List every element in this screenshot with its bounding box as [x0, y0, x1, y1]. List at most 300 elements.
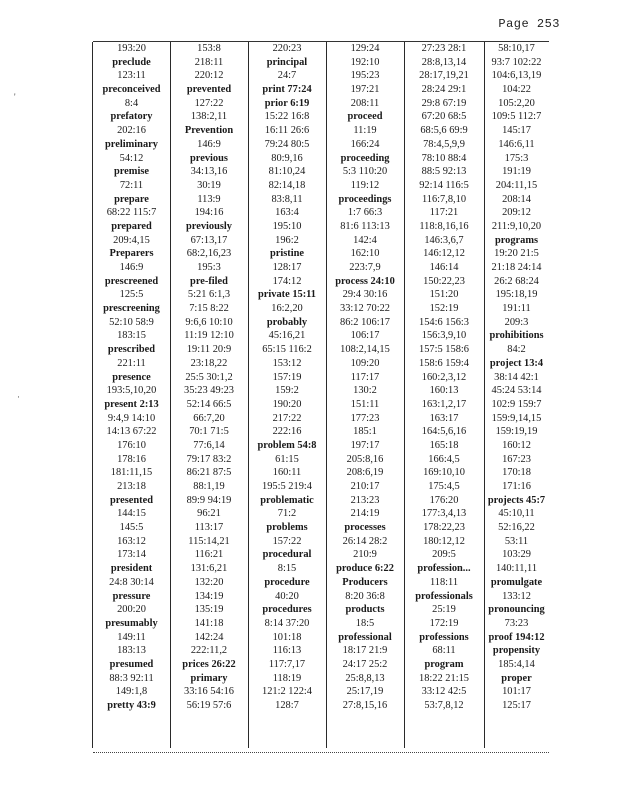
index-term: premise [113, 166, 149, 178]
page-line-reference: 45:24 53:14 [491, 385, 542, 397]
page-line-reference: 5:3 110:20 [342, 166, 388, 178]
page-line-reference: 35:23 49:23 [184, 385, 234, 397]
page-line-reference: 204:11,15 [495, 179, 538, 191]
page-line-reference: 163:1,2,17 [421, 398, 467, 410]
index-term: preclude [112, 56, 151, 68]
index-term: prior 6:19 [264, 97, 310, 109]
page-line-reference: 52:14 66:5 [186, 398, 232, 410]
page-line-reference: 28:8,13,14 [421, 56, 467, 68]
page-line-reference: 78:4,5,9,9 [423, 138, 465, 150]
page-line-reference: 130:2 [353, 385, 377, 397]
page-line-reference: 163:4 [275, 207, 299, 219]
page-line-reference: 131:6,21 [190, 563, 228, 575]
page-line-reference: 123:11 [117, 70, 146, 82]
page-line-reference: 146:6,11 [498, 138, 535, 150]
page-line-reference: 79:17 83:2 [186, 453, 232, 465]
page-line-reference: 88:1,19 [193, 481, 225, 492]
page-line-reference: 158:6 159:4 [419, 357, 469, 369]
index-term: pretty 43:9 [107, 700, 156, 711]
index-term: presence [112, 371, 151, 383]
page-line-reference: 86:2 106:17 [340, 316, 390, 328]
page-line-reference: 116:13 [272, 645, 302, 657]
index-column-6 [484, 42, 549, 748]
page-line-reference: 68:5,6 69:9 [420, 125, 468, 137]
page-line-reference: 135:19 [194, 604, 224, 616]
page-line-reference: 159:2 [275, 385, 299, 397]
page-line-reference: 38:14 42:1 [494, 371, 539, 383]
index-term: presumably [105, 617, 158, 629]
page-line-reference: 133:12 [502, 590, 531, 602]
page-line-reference: 109:20 [350, 357, 380, 369]
page-line-reference: 154:6 156:3 [419, 316, 469, 328]
page-line-reference: 166:4,5 [428, 453, 460, 465]
page-line-reference: 195:18,19 [495, 289, 538, 301]
index-term: Producers [342, 576, 388, 588]
page-line-reference: 88:5 92:13 [421, 166, 467, 178]
column-divider-line [326, 42, 327, 748]
page-line-reference: 54:12 [119, 152, 144, 164]
page-line-reference: 200:20 [117, 604, 146, 616]
page-line-reference: 185:1 [353, 426, 377, 438]
page-line-reference: 140:11,11 [495, 563, 538, 575]
index-term: prescreening [103, 303, 160, 315]
page-line-reference: 24:17 25:2 [342, 658, 388, 670]
page-line-reference: 118:8,16,16 [419, 220, 469, 232]
index-term: project 13:4 [489, 357, 544, 369]
index-column-1 [93, 42, 170, 748]
page-line-reference: 159:9,14,15 [491, 412, 542, 424]
page-line-reference: 125:5 [119, 289, 144, 301]
page-line-reference: 118:11 [429, 576, 459, 588]
page-line-reference: 180:12,12 [423, 535, 465, 547]
page-line-reference: 15:22 16:8 [264, 111, 310, 123]
column-divider-line [170, 42, 171, 748]
page-line-reference: 157:5 158:6 [419, 344, 469, 356]
page-line-reference: 9:6,6 10:10 [185, 316, 233, 328]
page-line-reference: 183:15 [117, 330, 146, 342]
index-term: problem 54:8 [257, 439, 317, 451]
index-term: procedure [264, 576, 310, 588]
page-line-reference: 28:17,19,21 [419, 70, 469, 82]
index-term: propensity [492, 645, 541, 657]
index-term: produce 6:22 [336, 563, 394, 575]
index-term: pre-filed [190, 275, 228, 287]
index-column-3 [248, 42, 326, 748]
index-term: proceeding [340, 152, 390, 164]
page-line-reference: 195:10 [272, 220, 302, 232]
page-line-reference: 129:24 [350, 43, 380, 54]
page-line-reference: 34:13,16 [190, 166, 228, 178]
page-line-reference: 81:10,24 [268, 166, 306, 178]
page-line-reference: 80:9,16 [271, 152, 303, 164]
page-line-reference: 177:3,4,13 [421, 508, 467, 520]
page-line-reference: 159:19,19 [495, 426, 538, 438]
page-line-reference: 146:12,12 [423, 248, 465, 260]
margin-tick-mark: ' [14, 92, 16, 102]
page-line-reference: 209:4,15 [113, 234, 150, 246]
page-line-reference: 222:16 [272, 426, 302, 438]
page-line-reference: 205:8,16 [346, 453, 384, 465]
page-line-reference: 146:14 [429, 262, 459, 273]
page-line-reference: 195:23 [350, 70, 380, 82]
page-line-reference: 21:18 24:14 [491, 262, 542, 273]
page-line-reference: 210:17 [350, 481, 380, 492]
page-line-reference: 222:11,2 [190, 645, 228, 657]
page-line-reference: 125:17 [502, 700, 531, 711]
index-term: previous [190, 152, 228, 164]
page-line-reference: 18:22 21:15 [419, 672, 469, 684]
index-term: procedural [262, 549, 312, 561]
page-number-label: Page 253 [498, 17, 560, 31]
page-line-reference: 23:18,22 [190, 357, 228, 369]
index-term: prescribed [107, 344, 156, 356]
page-line-reference: 146:9 [119, 262, 144, 273]
page-line-reference: 145:17 [502, 125, 531, 137]
page-line-reference: 18:5 [355, 617, 375, 629]
page-line-reference: 40:20 [275, 590, 299, 602]
index-term: prohibitions [489, 330, 544, 342]
index-term: pronouncing [488, 604, 545, 616]
page-line-reference: 151:20 [429, 289, 459, 301]
page-line-reference: 174:12 [272, 275, 302, 287]
index-term: program [424, 658, 464, 670]
index-term: probably [266, 316, 308, 328]
page-line-reference: 9:4,9 14:10 [107, 412, 156, 424]
page-line-reference: 1:7 66:3 [347, 207, 383, 219]
page-line-reference: 119:12 [350, 179, 380, 191]
page-line-reference: 16:11 26:6 [264, 125, 310, 137]
page-line-reference: 175:4,5 [428, 481, 460, 492]
page-line-reference: 213:23 [350, 494, 380, 506]
index-term: problems [266, 522, 308, 534]
page-line-reference: 220:23 [272, 43, 302, 54]
index-term: prescreened [104, 275, 159, 287]
page-line-reference: 79:24 80:5 [264, 138, 310, 150]
page-line-reference: 116:21 [194, 549, 224, 561]
page-line-reference: 192:10 [350, 56, 380, 68]
page-line-reference: 134:19 [194, 590, 224, 602]
margin-tick-mark: · [17, 392, 20, 402]
page-line-reference: 18:17 21:9 [342, 645, 388, 657]
index-term: professional [338, 631, 392, 643]
page-line-reference: 193:5,10,20 [106, 385, 157, 397]
page-line-reference: 29:8 67:19 [421, 97, 467, 109]
page-line-reference: 19:11 20:9 [186, 344, 232, 356]
index-term: prepared [111, 220, 152, 232]
page-line-reference: 83:8,11 [271, 193, 303, 205]
page-line-reference: 116:7,8,10 [421, 193, 467, 205]
page-line-reference: 104:6,13,19 [491, 70, 542, 82]
page-line-reference: 170:18 [502, 467, 531, 479]
page-line-reference: 138:2,11 [190, 111, 228, 123]
page-line-reference: 195:5 219:4 [262, 481, 312, 492]
index-term: profession... [417, 563, 471, 575]
page-line-reference: 157:19 [272, 371, 302, 383]
index-term: preliminary [105, 138, 158, 150]
index-term: promulgate [490, 576, 543, 588]
page-line-reference: 16:2,20 [271, 303, 303, 315]
page-line-reference: 81:6 113:13 [340, 220, 390, 232]
page-line-reference: 52:16,22 [498, 522, 535, 534]
page-line-reference: 173:14 [117, 549, 146, 561]
page-line-reference: 146:9 [197, 138, 221, 150]
page-line-reference: 160:11 [272, 467, 302, 479]
page-line-reference: 58:10,17 [498, 43, 535, 54]
page-line-reference: 166:24 [350, 138, 380, 150]
page-line-reference: 67:13,17 [190, 234, 228, 246]
page-line-reference: 72:11 [119, 179, 144, 191]
page-line-reference: 28:24 29:1 [421, 84, 467, 96]
page-line-reference: 26:14 28:2 [342, 535, 388, 547]
index-term: procedures [262, 604, 312, 616]
page-line-reference: 66:7,20 [193, 412, 225, 424]
index-term: prepare [114, 193, 149, 205]
page-line-reference: 24:7 [277, 70, 297, 82]
page-line-reference: 172:19 [429, 617, 459, 629]
page-line-reference: 208:6,19 [346, 467, 384, 479]
page-line-reference: 33:12 70:22 [340, 303, 390, 315]
page-line-reference: 96:21 [197, 508, 221, 520]
page-line-reference: 141:18 [194, 617, 224, 629]
page-line-reference: 24:8 30:14 [109, 576, 154, 588]
page-line-reference: 25:5 30:1,2 [185, 371, 233, 383]
page-line-reference: 142:24 [194, 631, 224, 643]
index-term: preconceived [102, 84, 161, 96]
page-line-reference: 157:22 [272, 535, 302, 547]
page-line-reference: 82:14,18 [268, 179, 306, 191]
page-line-reference: 191:19 [502, 166, 531, 178]
page-line-reference: 19:20 21:5 [494, 248, 539, 260]
page-line-reference: 33:12 42:5 [421, 686, 467, 698]
page-line-reference: 194:16 [194, 207, 224, 219]
page-line-reference: 210:9 [353, 549, 377, 561]
page-line-reference: 156:3,9,10 [421, 330, 467, 342]
page-line-reference: 171:16 [502, 481, 531, 492]
index-term: pressure [112, 590, 151, 602]
page-line-reference: 113:17 [194, 522, 224, 534]
index-term: proof 194:12 [488, 631, 545, 643]
index-term: president [110, 563, 153, 575]
index-term: previously [186, 220, 232, 232]
page-line-reference: 11:19 12:10 [184, 330, 234, 342]
page-line-reference: 8:20 36:8 [345, 590, 385, 602]
page-line-reference: 117:7,17 [268, 658, 306, 670]
page-line-reference: 223:7,9 [349, 262, 381, 273]
page-line-reference: 71:2 [277, 508, 297, 520]
page-line-reference: 115:14,21 [188, 535, 230, 547]
page-line-reference: 176:10 [117, 439, 146, 451]
page-line-reference: 86:21 87:5 [186, 467, 232, 479]
page-line-reference: 5:21 6:1,3 [187, 289, 231, 301]
index-term: print 77:24 [262, 84, 312, 96]
index-term: presumed [109, 658, 154, 670]
page-line-reference: 208:14 [502, 193, 531, 205]
page-line-reference: 196:2 [275, 234, 299, 246]
page-line-reference: 145:5 [119, 522, 144, 534]
column-divider-line [248, 42, 249, 748]
index-column-4 [326, 42, 404, 748]
page-line-reference: 209:3 [504, 316, 529, 328]
page-line-reference: 162:10 [350, 248, 380, 260]
page-line-reference: 101:17 [502, 686, 531, 698]
page-line-reference: 113:9 [197, 193, 221, 205]
page-line-reference: 152:19 [429, 303, 459, 315]
page-line-reference: 169:10,10 [423, 467, 465, 479]
page-line-reference: 160:2,3,12 [421, 371, 467, 383]
page-line-reference: 101:18 [272, 631, 302, 643]
page-line-reference: 93:7 102:22 [491, 56, 542, 68]
page-line-reference: 149:11 [117, 631, 146, 643]
index-term: prefatory [110, 111, 153, 123]
page-line-reference: 163:12 [117, 535, 146, 547]
page-line-reference: 151:11 [350, 398, 380, 410]
index-term: proceedings [338, 193, 392, 205]
page-line-reference: 89:9 94:19 [186, 494, 232, 506]
page-line-reference: 163:17 [429, 412, 459, 424]
page-line-reference: 167:23 [502, 453, 531, 465]
page-line-reference: 217:22 [272, 412, 302, 424]
index-term: Prevention [184, 125, 234, 137]
page-line-reference: 175:3 [504, 152, 529, 164]
index-term: presented [109, 494, 154, 506]
page-line-reference: 27:23 28:1 [421, 43, 467, 54]
page-line-reference: 8:4 [124, 97, 139, 109]
page-line-reference: 164:5,6,16 [421, 426, 467, 438]
page-line-reference: 121:2 122:4 [262, 686, 312, 698]
page-line-reference: 45:16,21 [268, 330, 306, 342]
index-term: products [345, 604, 385, 616]
page-line-reference: 190:20 [272, 398, 302, 410]
column-divider-line [404, 42, 405, 748]
page-line-reference: 185:4,14 [498, 658, 535, 670]
page-line-reference: 191:11 [502, 303, 531, 315]
index-term: prices 26:22 [182, 658, 236, 670]
page-line-reference: 52:10 58:9 [109, 316, 154, 328]
page-line-reference: 102:9 159:7 [491, 398, 542, 410]
index-term: primary [190, 672, 228, 684]
page-line-reference: 11:19 [353, 125, 377, 137]
page-line-reference: 77:6,14 [193, 439, 225, 451]
page-line-reference: 70:1 71:5 [189, 426, 229, 438]
page-line-reference: 88:3 92:11 [109, 672, 154, 684]
word-index-table [93, 41, 549, 753]
index-term: projects 45:7 [487, 494, 546, 506]
page-line-reference: 153:8 [197, 43, 221, 54]
index-term: processes [344, 522, 386, 534]
page-line-reference: 213:18 [117, 481, 146, 492]
column-divider-line [92, 42, 93, 748]
page-line-reference: 221:11 [117, 357, 146, 369]
page-line-reference: 209:5 [432, 549, 456, 561]
page-line-reference: 209:12 [502, 207, 531, 219]
page-line-reference: 109:5 112:7 [491, 111, 542, 123]
index-term: professionals [415, 590, 473, 602]
page-line-reference: 29:4 30:16 [342, 289, 388, 301]
page-line-reference: 183:13 [117, 645, 146, 657]
index-term: problematic [260, 494, 314, 506]
page-line-reference: 53:7,8,12 [424, 700, 464, 711]
page-line-reference: 67:20 68:5 [421, 111, 467, 123]
page-line-reference: 197:21 [350, 84, 380, 96]
page-line-reference: 25:19 [432, 604, 456, 616]
page-line-reference: 26:2 68:24 [494, 275, 539, 287]
page-line-reference: 92:14 116:5 [419, 179, 469, 191]
index-term: pristine [269, 248, 305, 260]
column-divider-line [484, 42, 485, 748]
page-line-reference: 61:15 [275, 453, 299, 465]
page-line-reference: 108:2,14,15 [340, 344, 390, 356]
index-term: principal [266, 56, 308, 68]
index-term: proper [501, 672, 532, 684]
index-term: private 15:11 [257, 289, 316, 301]
page-line-reference: 165:18 [429, 439, 459, 451]
page-line-reference: 27:8,15,16 [342, 700, 388, 711]
page-line-reference: 33:16 54:16 [184, 686, 234, 698]
page-line-reference: 211:9,10,20 [491, 220, 542, 232]
page-line-reference: 73:23 [504, 617, 529, 629]
page-line-reference: 177:23 [350, 412, 380, 424]
page-line-reference: 105:2,20 [498, 97, 535, 109]
page-line-reference: 144:15 [117, 508, 146, 520]
page-line-reference: 176:20 [429, 494, 459, 506]
page-line-reference: 56:19 57:6 [186, 700, 232, 711]
page-line-reference: 118:19 [272, 672, 302, 684]
page-line-reference: 68:11 [432, 645, 456, 657]
page-line-reference: 128:7 [275, 700, 299, 711]
page-line-reference: 84:2 [507, 344, 526, 356]
page-line-reference: 220:12 [194, 70, 224, 82]
page-line-reference: 8:14 37:20 [264, 617, 310, 629]
page-line-reference: 153:12 [272, 357, 302, 369]
page-line-reference: 146:3,6,7 [424, 234, 464, 246]
index-term: programs [494, 234, 539, 246]
index-term: proceed [347, 111, 383, 123]
page-line-reference: 195:3 [197, 262, 221, 273]
page-line-reference: 193:20 [117, 43, 146, 54]
page-line-reference: 103:29 [502, 549, 531, 561]
page-line-reference: 132:20 [194, 576, 224, 588]
index-column-2 [170, 42, 248, 748]
page-line-reference: 106:17 [350, 330, 380, 342]
page-line-reference: 25:17,19 [346, 686, 384, 698]
page-line-reference: 68:2,16,23 [186, 248, 232, 260]
index-term: Preparers [109, 248, 154, 260]
page-line-reference: 160:12 [502, 439, 531, 451]
index-term: prevented [186, 84, 232, 96]
page-line-reference: 117:21 [429, 207, 459, 219]
page-line-reference: 197:17 [350, 439, 380, 451]
page-line-reference: 208:11 [350, 97, 380, 109]
page-line-reference: 68:22 115:7 [106, 207, 157, 219]
page-line-reference: 150:22,23 [423, 275, 465, 287]
index-column-5 [404, 42, 484, 748]
page-line-reference: 53:11 [504, 535, 529, 547]
page-line-reference: 7:15 8:22 [189, 303, 229, 315]
page-line-reference: 214:19 [350, 508, 380, 520]
page-line-reference: 30:19 [197, 179, 221, 191]
page-line-reference: 104:22 [502, 84, 531, 96]
page-line-reference: 218:11 [194, 56, 224, 68]
page-line-reference: 181:11,15 [110, 467, 153, 479]
page-line-reference: 65:15 116:2 [262, 344, 312, 356]
page-line-reference: 78:10 88:4 [421, 152, 467, 164]
page-line-reference: 127:22 [194, 97, 224, 109]
page-line-reference: 8:15 [277, 563, 297, 575]
page-line-reference: 149:1,8 [115, 686, 148, 698]
page-line-reference: 202:16 [117, 125, 146, 137]
page-line-reference: 45:10,11 [498, 508, 535, 520]
page-line-reference: 160:13 [429, 385, 459, 397]
